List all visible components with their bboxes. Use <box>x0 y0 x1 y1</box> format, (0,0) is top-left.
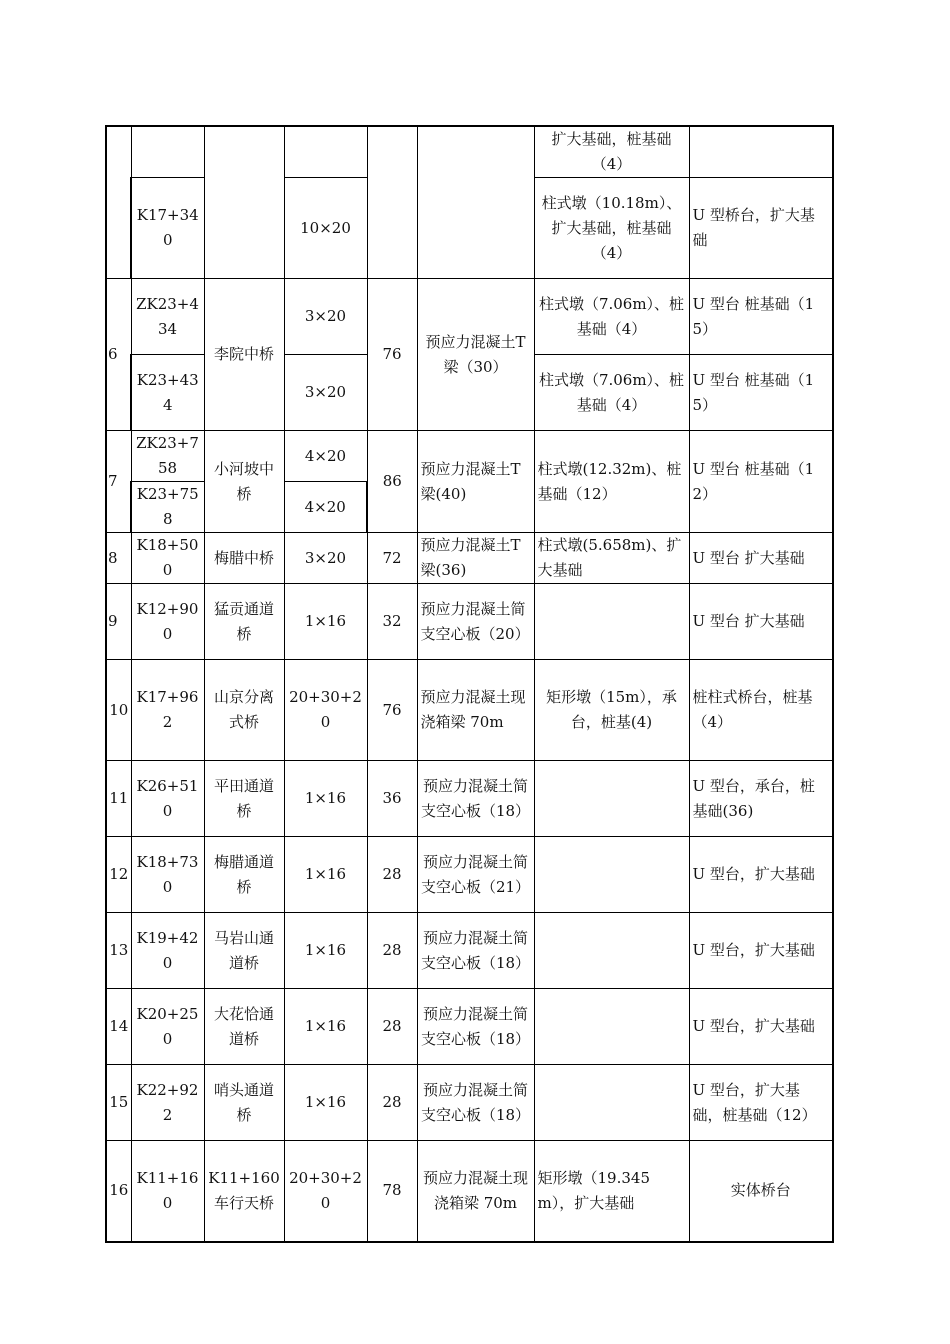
abutment-cell: U 型台，扩大基础 <box>689 989 833 1065</box>
abutment-cell: U 型台，承台，桩基础(36) <box>689 761 833 837</box>
abutment-cell: 实体桥台 <box>689 1141 833 1242</box>
pier-foundation-cell: 柱式墩（10.18m）、扩大基础，桩基础（4） <box>534 178 689 279</box>
span-cell: 1×16 <box>284 761 367 837</box>
span-cell: 20+30+20 <box>284 1141 367 1242</box>
superstructure-cell: 预应力混凝土T梁(36) <box>417 533 534 584</box>
superstructure-cell: 预应力混凝土T梁（30） <box>417 279 534 431</box>
station-cell: ZK23+434 <box>131 279 204 355</box>
length-cell: 28 <box>367 1065 417 1141</box>
span-cell: 1×16 <box>284 989 367 1065</box>
length-cell: 36 <box>367 761 417 837</box>
station-cell: K22+922 <box>131 1065 204 1141</box>
span-cell: 10×20 <box>284 178 367 279</box>
table-row <box>106 1141 833 1242</box>
length-cell: 28 <box>367 837 417 913</box>
length-cell: 28 <box>367 913 417 989</box>
length-cell: 76 <box>367 660 417 761</box>
station-cell <box>131 126 204 178</box>
abutment-cell: U 型台 桩基础（12） <box>689 431 833 533</box>
span-cell: 3×20 <box>284 533 367 584</box>
abutment-cell: U 型台 桩基础（15） <box>689 355 833 431</box>
span-cell: 1×16 <box>284 913 367 989</box>
station-cell: K17+962 <box>131 660 204 761</box>
table-row <box>106 660 833 761</box>
table-row <box>106 431 833 482</box>
superstructure-cell: 预应力混凝土简支空心板（21） <box>417 837 534 913</box>
pier-foundation-cell: 柱式墩(5.658m)、扩大基础 <box>534 533 689 584</box>
row-number: 16 <box>106 1141 131 1242</box>
bridge-name-cell: 平田通道桥 <box>204 761 284 837</box>
table-row <box>106 761 833 837</box>
superstructure-cell: 预应力混凝土现浇箱梁 70m <box>417 660 534 761</box>
length-cell: 32 <box>367 584 417 660</box>
abutment-cell <box>689 126 833 178</box>
station-cell: K18+730 <box>131 837 204 913</box>
length-cell: 78 <box>367 1141 417 1242</box>
length-cell: 76 <box>367 279 417 431</box>
abutment-cell: 桩柱式桥台，桩基（4） <box>689 660 833 761</box>
table-row <box>106 989 833 1065</box>
span-cell: 3×20 <box>284 279 367 355</box>
bridge-table <box>105 125 834 1243</box>
row-number: 10 <box>106 660 131 761</box>
station-cell: ZK23+758 <box>131 431 204 482</box>
span-cell: 3×20 <box>284 355 367 431</box>
bridge-name-cell: 小河坡中桥 <box>204 431 284 533</box>
station-cell: K26+510 <box>131 761 204 837</box>
abutment-cell: U 型台 桩基础（15） <box>689 279 833 355</box>
span-cell: 4×20 <box>284 482 367 533</box>
station-cell: K17+340 <box>131 178 204 279</box>
table-row <box>106 533 833 584</box>
superstructure-cell: 预应力混凝土现浇箱梁 70m <box>417 1141 534 1242</box>
pier-foundation-cell: 矩形墩（15m），承台，桩基(4) <box>534 660 689 761</box>
superstructure-cell: 预应力混凝土简支空心板（18） <box>417 913 534 989</box>
span-cell: 20+30+20 <box>284 660 367 761</box>
row-number: 15 <box>106 1065 131 1141</box>
bridge-name-cell: 山京分离式桥 <box>204 660 284 761</box>
superstructure-cell: 预应力混凝土T梁(40) <box>417 431 534 533</box>
span-cell <box>284 126 367 178</box>
row-number: 14 <box>106 989 131 1065</box>
table-row <box>106 279 833 355</box>
bridge-name-cell: 梅腊通道桥 <box>204 837 284 913</box>
pier-foundation-cell <box>534 837 689 913</box>
table-row <box>106 913 833 989</box>
row-number: 13 <box>106 913 131 989</box>
abutment-cell: U 型台，扩大基础，桩基础（12） <box>689 1065 833 1141</box>
row-number: 6 <box>106 279 131 431</box>
station-cell: K11+160 <box>131 1141 204 1242</box>
bridge-name-cell: 哨头通道桥 <box>204 1065 284 1141</box>
pier-foundation-cell: 矩形墩（19.345m），扩大基础 <box>534 1141 689 1242</box>
table-row <box>106 584 833 660</box>
row-number: 8 <box>106 533 131 584</box>
span-cell: 1×16 <box>284 837 367 913</box>
abutment-cell: U 型台，扩大基础 <box>689 837 833 913</box>
pier-foundation-cell: 扩大基础，桩基础（4） <box>534 126 689 178</box>
abutment-cell: U 型台 扩大基础 <box>689 533 833 584</box>
bridge-name-cell: K11+160车行天桥 <box>204 1141 284 1242</box>
superstructure-cell: 预应力混凝土简支空心板（18） <box>417 989 534 1065</box>
bridge-name-cell: 梅腊中桥 <box>204 533 284 584</box>
superstructure-cell: 预应力混凝土简支空心板（18） <box>417 1065 534 1141</box>
bridge-name-cell <box>204 126 284 279</box>
span-cell: 1×16 <box>284 584 367 660</box>
pier-foundation-cell <box>534 584 689 660</box>
abutment-cell: U 型台，扩大基础 <box>689 913 833 989</box>
span-cell: 4×20 <box>284 431 367 482</box>
superstructure-cell: 预应力混凝土简支空心板（20） <box>417 584 534 660</box>
station-cell: K19+420 <box>131 913 204 989</box>
station-cell: K20+250 <box>131 989 204 1065</box>
row-number: 12 <box>106 837 131 913</box>
abutment-cell: U 型桥台，扩大基础 <box>689 178 833 279</box>
bridge-name-cell: 猛贡通道桥 <box>204 584 284 660</box>
pier-foundation-cell <box>534 761 689 837</box>
abutment-cell: U 型台 扩大基础 <box>689 584 833 660</box>
pier-foundation-cell: 柱式墩（7.06m）、桩基础（4） <box>534 355 689 431</box>
span-cell: 1×16 <box>284 1065 367 1141</box>
pier-foundation-cell: 柱式墩（7.06m）、桩基础（4） <box>534 279 689 355</box>
station-cell: K12+900 <box>131 584 204 660</box>
superstructure-cell: 预应力混凝土简支空心板（18） <box>417 761 534 837</box>
superstructure-cell <box>417 126 534 279</box>
length-cell: 86 <box>367 431 417 533</box>
row-number <box>106 126 131 279</box>
row-number: 7 <box>106 431 131 533</box>
station-cell: K23+758 <box>131 482 204 533</box>
pier-foundation-cell <box>534 1065 689 1141</box>
station-cell: K23+434 <box>131 355 204 431</box>
row-number: 11 <box>106 761 131 837</box>
length-cell <box>367 126 417 279</box>
bridge-name-cell: 李院中桥 <box>204 279 284 431</box>
table-row <box>106 126 833 178</box>
pier-foundation-cell <box>534 989 689 1065</box>
table-row <box>106 837 833 913</box>
length-cell: 28 <box>367 989 417 1065</box>
row-number: 9 <box>106 584 131 660</box>
pier-foundation-cell <box>534 913 689 989</box>
pier-foundation-cell: 柱式墩(12.32m)、桩基础（12） <box>534 431 689 533</box>
bridge-name-cell: 大花恰通道桥 <box>204 989 284 1065</box>
table-row <box>106 1065 833 1141</box>
bridge-name-cell: 马岩山通道桥 <box>204 913 284 989</box>
length-cell: 72 <box>367 533 417 584</box>
station-cell: K18+500 <box>131 533 204 584</box>
